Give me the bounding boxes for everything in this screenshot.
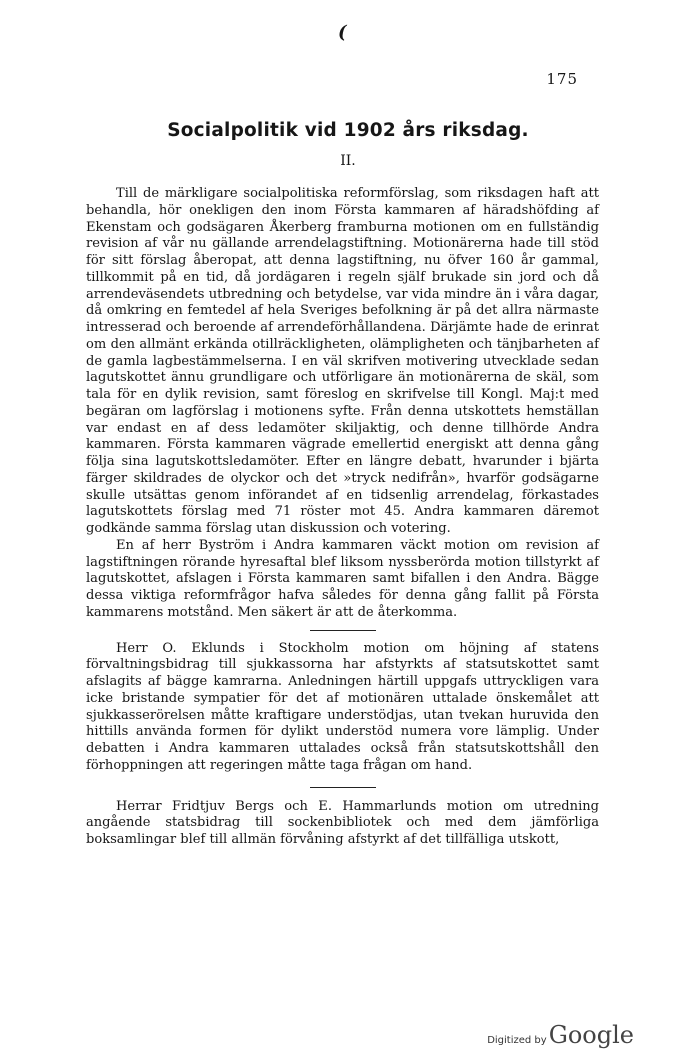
paragraph-sjukkassor: Herr O. Eklunds i Stockholm motion om höjning af statens förvaltningsbidrag till sjukkassorna har afstyrkts af statsutskottet samt afslagits af bägge kamrarna. Anledningen härtill uppgafs uttryckligen vara icke bristande sympatier för det af motionären uttalade önskemålet att sjukkasserörelsen måtte kraftigare understödjas, utan tvekan huruvida den hittills använda formen för dylikt understöd numera vore lämplig. Under debatten i Andra kammaren uttalades också från statsutskottshåll den förhoppningen att regeringen måtte taga frågan om hand. (86, 640, 599, 773)
digitized-by-footer (487, 1021, 634, 1049)
section-divider (310, 630, 376, 631)
paragraph-sockenbibliotek: Herrar Fridtjuv Bergs och E. Hammarlunds motion om utredning angående statsbidrag till sockenbibliotek och med dem jämförliga boksamlingar blef till allmän förvåning afstyrkt af det tillfälliga utskott, (86, 798, 599, 847)
article-title: Socialpolitik vid 1902 års riksdag. (167, 120, 529, 141)
article-body (86, 186, 599, 849)
paragraph-hyresaftal: En af herr Byström i Andra kammaren väckt motion om revision af lagstiftningen rörande hyresaftal blef liksom nyssberörda motion tillstyrkt af lagutskottet, afslagen i Första kammaren samt bifallen i den Andra. Bägge dessa viktiga reformfrågor hafva således för denna gång fallit på Första kammarens motstånd. Men säkert är att de återkomma. (86, 537, 599, 620)
google-logo: Google (548, 1021, 634, 1049)
part-number: II. (340, 153, 356, 169)
page-mark: ( (338, 22, 347, 43)
section-divider (310, 787, 376, 788)
digitized-by-label: Digitized by (487, 1035, 547, 1046)
paragraph-arrendelag: Till de märkligare socialpolitiska reformförslag, som riksdagen haft att behandla, hör onekligen den inom Första kammaren af häradshöfding af Ekenstam och godsägaren Åkerberg framburna motionen om en fullständig revision af vår nu gällande arrendelagstiftning. Motionärerna hade till stöd för sitt förslag åberopat, att denna lagstiftning, nu öfver 160 år gammal, tillkommit på en tid, då jordägaren i regeln själf brukade sin jord och då arrendeväsendets utbredning och betydelse, var vida mindre än i våra dagar, då omkring en femtedel af hela Sveriges befolkning är på det allra närmaste intresserad och beroende af arrendeförhållandena. Därjämte hade de erinrat om den allmänt erkända otillräckligheten, olämpligheten och tänjbarheten af de gamla lagbestämmelserna. I en väl skrifven motivering utvecklade sedan lagutskottet ännu grundligare och utförligare än motionärerna de skäl, som tala för en dylik revision, samt föreslog en skrifvelse till Kongl. Maj:t med begäran om lagförslag i motionens syfte. Från denna utskottets hemställan var endast en af dess ledamöter skiljaktig, och denne tillhörde Andra kammaren. Första kammaren vägrade emellertid energiskt att denna gång följa sina lagutskottsledamöter. Efter en längre debatt, hvarunder i bjärta färger skildrades de olyckor och det »tryck nedifrån», hvarför godsägarne skulle utsättas genom införandet af en tidsenlig arrendelag, förkastades lagutskottets förslag med 71 röster mot 45. Andra kammaren däremot godkände samma förslag utan diskussion och votering. (86, 186, 599, 536)
page-number: 175 (546, 70, 578, 88)
